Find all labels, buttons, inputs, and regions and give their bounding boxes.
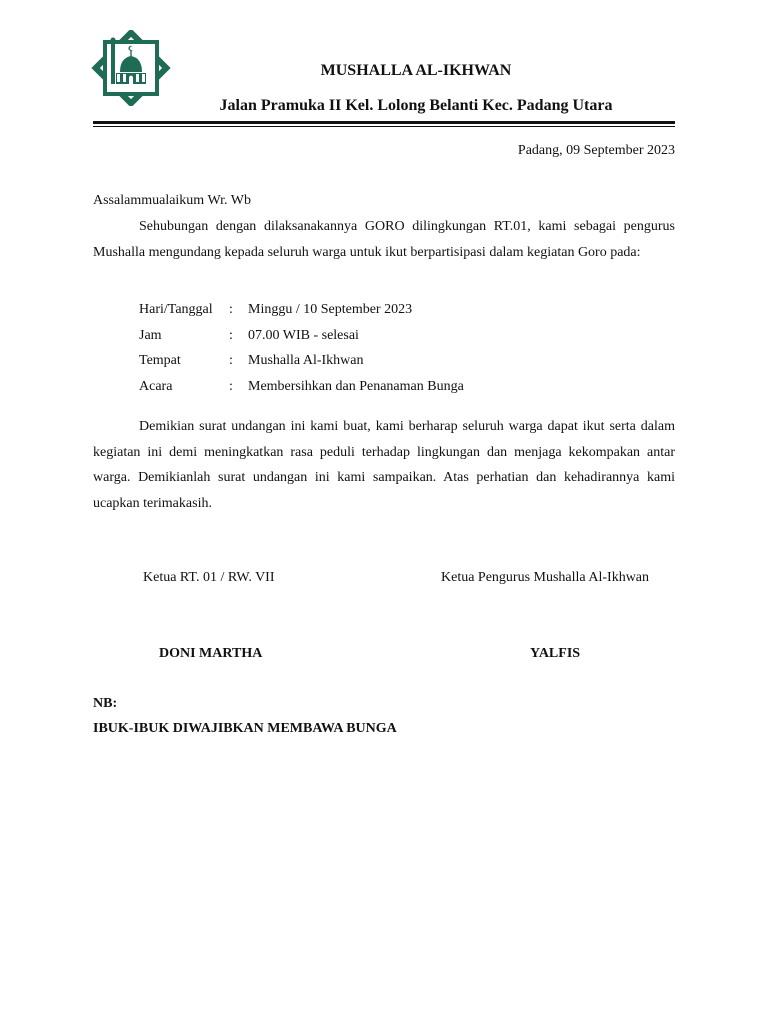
event-details [139,302,464,404]
greeting: Assalammualaikum Wr. Wb [93,193,251,208]
detail-row [139,328,464,354]
detail-value: Membersihkan dan Penanaman Bunga [248,378,464,394]
signature-right-name: YALFIS [530,646,581,661]
invitation-paragraph: Sehubungan dengan dilaksanakannya GORO dilingkungan RT.01, kami sebagai pengurus Mushalla mengundang kepada seluruh warga untuk ikut berpartisipasi dalam kegiatan Goro pada: [93,219,675,260]
detail-row [139,379,464,405]
note-text: IBUK-IBUK DIWAJIBKAN MEMBAWA BUNGA [93,721,397,736]
letterhead-divider-thin [93,126,675,127]
letterhead-divider [93,121,675,124]
signature-left-role: Ketua RT. 01 / RW. VII [143,570,275,585]
detail-separator: : [229,302,233,317]
letterhead-address: Jalan Pramuka II Kel. Lolong Belanti Kec. Padang Utara [219,97,613,114]
detail-value: Minggu / 10 September 2023 [248,302,413,317]
detail-separator: : [229,378,233,394]
detail-separator: : [229,353,233,368]
detail-separator: : [229,327,233,343]
detail-label: Hari/Tanggal [139,302,213,317]
detail-label: Jam [139,327,162,343]
detail-value: Mushalla Al-Ikhwan [248,353,364,368]
signature-left-name: DONI MARTHA [159,646,263,661]
detail-label: Acara [139,378,173,394]
detail-row [139,302,464,328]
detail-value: 07.00 WIB - selesai [248,327,359,343]
detail-row [139,353,464,379]
closing-paragraph: Demikian surat undangan ini kami buat, kami berharap seluruh warga dapat ikut serta dalam kegiatan ini demi meningkatkan rasa peduli terhadap lingkungan dan menjaga kekompakan antar warga. Demikianlah surat undangan ini kami sampaikan. Atas perhatian dan kehadirannya kami ucapkan terimakasih. [93,419,675,511]
signature-right-role: Ketua Pengurus Mushalla Al-Ikhwan [441,570,650,585]
letterhead-title: MUSHALLA AL-IKHWAN [320,62,512,79]
detail-label: Tempat [139,353,181,368]
letter-date: Padang, 09 September 2023 [517,143,675,158]
note-label: NB: [93,696,118,711]
